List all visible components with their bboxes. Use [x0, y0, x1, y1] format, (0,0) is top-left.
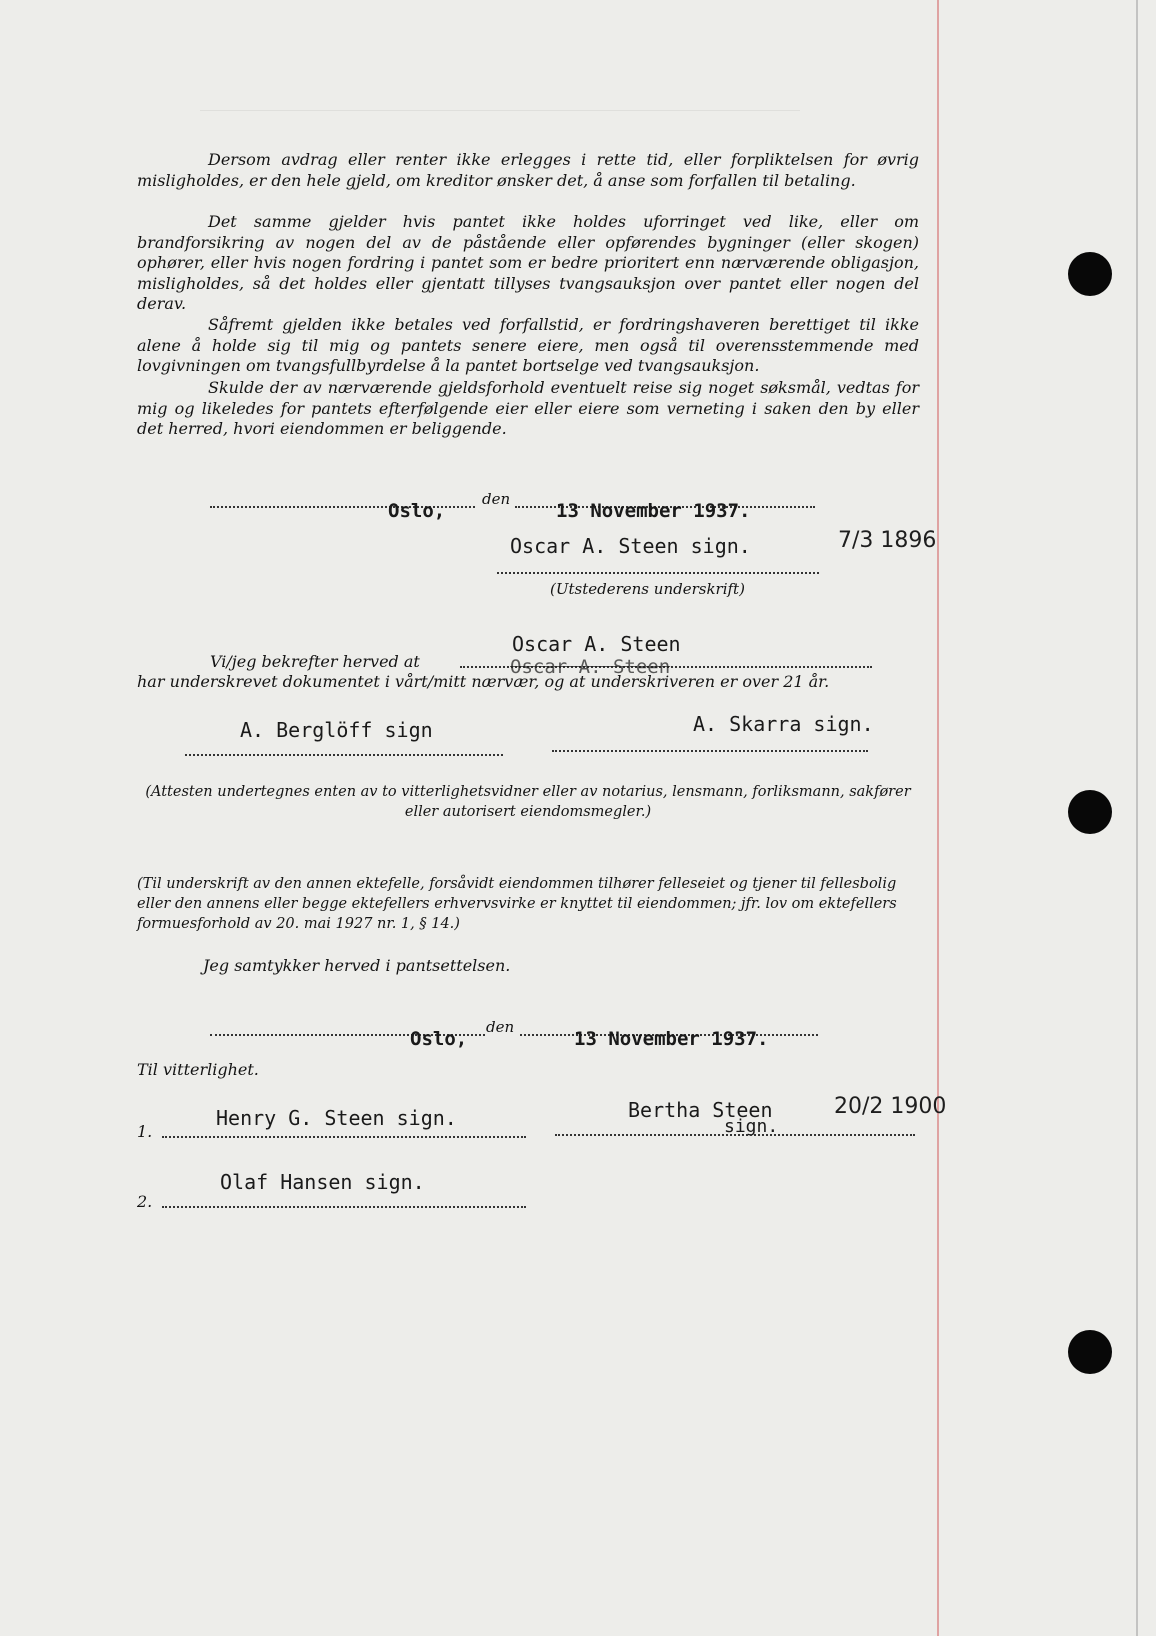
- witness-skarra-signature: A. Skarra sign.: [693, 712, 874, 736]
- attestation-lead: Vi/jeg bekrefter herved at: [210, 652, 420, 671]
- witness-label: Til vitterlighet.: [137, 1060, 259, 1079]
- binder-hole-middle: [1068, 790, 1112, 834]
- attested-name-struck: Oscar A. Steen: [510, 656, 671, 678]
- clause-default: Dersom avdrag eller renter ikke erlegges i rette tid, eller forpliktelsen for øvrig misligholdes, er den hele gjeld, om kreditor ønsker det, å anse som forfallen til betaling.: [137, 150, 919, 190]
- den-label: den: [482, 490, 511, 508]
- witness-2-line: [552, 750, 868, 752]
- witness-row-2-number: 2.: [137, 1192, 153, 1211]
- spouse-signature-line: [555, 1134, 915, 1136]
- spouse-birth-note: 20/2 1900: [834, 1094, 947, 1119]
- clause-enforcement: Såfremt gjelden ikke betales ved forfallstid, er fordringshaveren berettiget til ikke alene å holde sig til mig og pantets senere eiere, men også til overensstemmende med lovgivningen om tvangsfullbyrdelse å la pantet bortselge ved tvangsauksjon.: [137, 315, 919, 375]
- witness-berglof-signature: A. Berglöff sign: [240, 718, 433, 742]
- witness-row-1-number: 1.: [137, 1122, 153, 1141]
- issuer-place: Oslo,: [388, 500, 446, 522]
- witness-row-1-line: [162, 1136, 526, 1138]
- spouse-note: (Til underskrift av den annen ektefelle, forsåvidt eiendommen tilhører felleseiet og tjener til fellesbolig eller den annens eller begge ektefellers erhvervsvirke er knyttet til eiendommen; jfr. lov om ektefellers formuesforhold av 20. mai 1927 nr. 1, § 14.): [137, 876, 897, 932]
- issuer-caption: (Utstederens underskrift): [550, 580, 745, 598]
- spouse-signature: Bertha Steen: [628, 1098, 773, 1122]
- spouse-den-label: den: [486, 1018, 515, 1036]
- clause-insurance: Det samme gjelder hvis pantet ikke holdes uforringet ved like, eller om brandforsikring av nogen del av de påstående eller opførendes bygninger (eller skogen) ophører, eller hvis nogen fordring i pantet som er bedre prioritert enn nærværende obligasjon, misligholdes, så det holdes eller gjentatt tillyses tvangsauksjon over pantet eller nogen del derav.: [137, 212, 919, 313]
- red-margin-line: [937, 0, 939, 1636]
- attestation-continuation: har underskrevet dokumentet i vårt/mitt nærvær, og at underskriveren er over 21 år.: [137, 672, 830, 691]
- attested-signer-name: Oscar A. Steen: [512, 632, 681, 656]
- issuer-date: 13 November 1937.: [556, 500, 751, 522]
- issuer-signature: Oscar A. Steen sign.: [510, 534, 751, 558]
- page-edge-line: [1136, 0, 1138, 1636]
- witness-row-2-line: [162, 1206, 526, 1208]
- clause-venue: Skulde der av nærværende gjeldsforhold eventuelt reise sig noget søksmål, vedtas for mig og likeledes for pantets efterfølgende eier eller eiere som verneting i saken den by eller det herred, hvori eiendommen er beliggende.: [137, 378, 919, 438]
- spouse-consent: Jeg samtykker herved i pantsettelsen.: [203, 956, 511, 975]
- attestation-note: (Attesten undertegnes enten av to vitterlighetsvidner eller av notarius, lensmann, forliksmann, sakfører eller autorisert eiendomsmegler.): [145, 784, 911, 820]
- issuer-signature-line: [497, 572, 819, 574]
- binder-hole-top: [1068, 252, 1112, 296]
- spouse-place: Oslo,: [410, 1028, 468, 1050]
- spouse-sign-mark: sign.: [724, 1116, 779, 1137]
- spouse-date: 13 November 1937.: [574, 1028, 769, 1050]
- witness-henry-signature: Henry G. Steen sign.: [216, 1106, 457, 1130]
- issuer-birth-note: 7/3 1896: [838, 528, 937, 553]
- witness-1-line: [185, 754, 503, 756]
- witness-olaf-signature: Olaf Hansen sign.: [220, 1170, 425, 1194]
- bleed-through-shadow: [200, 110, 800, 141]
- binder-hole-bottom: [1068, 1330, 1112, 1374]
